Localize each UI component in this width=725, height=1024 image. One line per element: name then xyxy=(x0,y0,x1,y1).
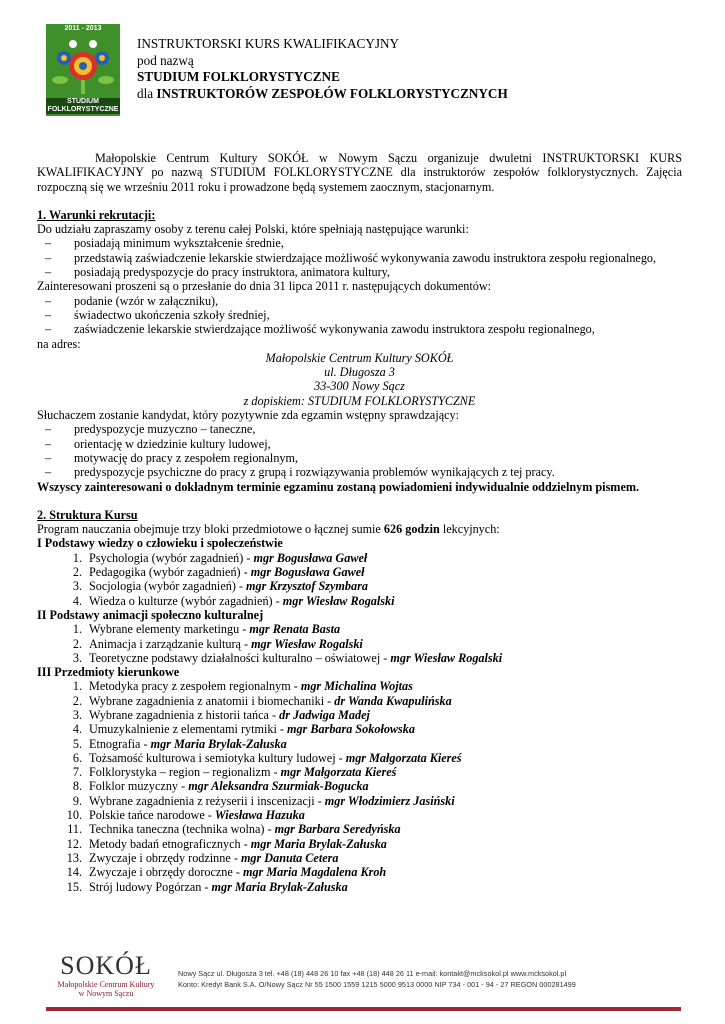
section-1-title: 1. Warunki rekrutacji: xyxy=(37,207,156,222)
course-subject: Zwyczaje i obrzędy rodzinne - xyxy=(89,850,241,865)
list-item: – orientację w dziedzinie kultury ludowej, xyxy=(37,437,682,451)
course-item xyxy=(37,722,682,736)
section-2-title: 2. Struktura Kursu xyxy=(37,507,138,522)
course-item xyxy=(37,765,682,779)
course-number: 4. xyxy=(72,593,82,608)
course-subject: Folklor muzyczny - xyxy=(89,779,189,794)
list-item: – posiadają minimum wykształcenie średnie, xyxy=(37,236,682,250)
course-block-title: III Przedmioty kierunkowe xyxy=(37,665,180,680)
address-line: Małopolskie Centrum Kultury SOKÓŁ xyxy=(265,350,454,365)
course-lecturer: mgr Wiesław Rogalski xyxy=(390,650,503,665)
course-lecturer: mgr Barbara Sokołowska xyxy=(286,722,415,737)
course-number: 3. xyxy=(72,579,82,594)
course-lecturer: mgr Michalina Wojtas xyxy=(300,679,413,694)
header-line-4-prefix: dla xyxy=(137,85,157,101)
course-number: 3. xyxy=(72,650,82,665)
course-item xyxy=(37,594,682,608)
document-header xyxy=(137,36,697,102)
course-item xyxy=(37,737,682,751)
course-lecturer: mgr Danuta Cetera xyxy=(240,850,339,865)
course-list xyxy=(37,679,682,893)
course-number: 1. xyxy=(72,550,82,565)
header-line-4-bold: INSTRUKTORÓW ZESPOŁÓW FOLKLORYSTYCZNYCH xyxy=(156,85,508,101)
course-subject: Technika taneczna (technika wolna) - xyxy=(89,822,275,837)
exam-notice: Wszyscy zainteresowani o dokładnym terminie egzaminu zostaną powiadomieni indywidualnie oddzielnym pismem. xyxy=(37,479,640,494)
course-subject: Metody badań etnograficznych - xyxy=(89,836,251,851)
course-item xyxy=(37,751,682,765)
course-lecturer: mgr Barbara Seredyńska xyxy=(274,822,401,837)
course-subject: Wybrane zagadnienia z reżyserii i inscenizacji - xyxy=(89,793,325,808)
course-lecturer: mgr Małgorzata Kiereś xyxy=(345,750,462,765)
course-number: 13. xyxy=(66,850,82,865)
header-line-3: STUDIUM FOLKLORYSTYCZNE xyxy=(137,69,340,84)
course-list xyxy=(37,551,682,608)
course-item xyxy=(37,708,682,722)
course-number: 2. xyxy=(72,636,82,651)
course-item xyxy=(37,779,682,793)
course-lecturer: mgr Maria Brylak-Załuska xyxy=(150,736,287,751)
course-list xyxy=(37,622,682,665)
course-lecturer: mgr Maria Magdalena Kroh xyxy=(242,865,387,880)
course-number: 6. xyxy=(72,750,82,765)
exam-list xyxy=(37,422,682,479)
course-number: 15. xyxy=(66,879,82,894)
course-item xyxy=(37,808,682,822)
course-number: 1. xyxy=(72,679,82,694)
course-subject: Tożsamość kulturowa i semiotyka kultury ludowej - xyxy=(89,750,346,765)
course-lecturer: mgr Bogusława Gaweł xyxy=(253,550,368,565)
course-subject: Pedagogika (wybór zagadnień) - xyxy=(89,565,251,580)
course-lecturer: mgr Aleksandra Szurmiak-Bogucka xyxy=(188,779,369,794)
course-subject: Polskie tańce narodowe - xyxy=(89,808,215,823)
course-block-title: II Podstawy animacji społeczno kulturalnej xyxy=(37,607,264,622)
course-subject: Animacja i zarządzanie kulturą - xyxy=(89,636,252,651)
course-item xyxy=(37,637,682,651)
course-lecturer: mgr Wiesław Rogalski xyxy=(282,593,395,608)
total-hours: 626 godzin xyxy=(383,522,440,537)
address-line: 33-300 Nowy Sącz xyxy=(314,379,405,394)
course-number: 4. xyxy=(72,722,82,737)
list-item: – przedstawią zaświadczenie lekarskie stwierdzające możliwość wykonywania zawodu instruktora zespołu regionalnego, xyxy=(37,251,682,265)
logo-title-line1: STUDIUM xyxy=(67,98,99,105)
program-lead-suffix: lekcyjnych: xyxy=(439,522,500,537)
list-item: – podanie (wzór w załączniku), xyxy=(37,294,682,308)
documents-list xyxy=(37,294,682,337)
sokol-brand-sub1: Małopolskie Centrum Kultury xyxy=(57,980,155,989)
course-lecturer: dr Wanda Kwapulińska xyxy=(334,693,452,708)
course-subject: Socjologia (wybór zagadnień) - xyxy=(89,579,247,594)
course-item xyxy=(37,551,682,565)
course-number: 2. xyxy=(72,565,82,580)
course-subject: Folklorystyka – region – regionalizm - xyxy=(89,765,281,780)
course-subject: Etnografia - xyxy=(89,736,151,751)
documents-lead: Zainteresowani proszeni są o przesłanie do dnia 31 lipca 2011 r. następujących dokumentów: xyxy=(37,279,492,294)
header-line-1: INSTRUKTORSKI KURS KWALIFIKACYJNY xyxy=(137,36,400,51)
course-item xyxy=(37,694,682,708)
course-subject: Strój ludowy Pogórzan - xyxy=(89,879,212,894)
footer-address-line: Nowy Sącz ul. Długosza 3 tel. +48 (18) 448 26 10 fax +48 (18) 448 26 11 e-mail: kontakt@mcksokol.pl www.mcksokol.pl xyxy=(178,969,567,978)
course-subject: Zwyczaje i obrzędy doroczne - xyxy=(89,865,243,880)
document-body xyxy=(37,151,682,894)
course-lecturer: mgr Maria Brylak-Załuska xyxy=(211,879,348,894)
course-number: 7. xyxy=(72,765,82,780)
course-item xyxy=(37,851,682,865)
course-item xyxy=(37,880,682,894)
course-blocks xyxy=(37,536,682,893)
course-item xyxy=(37,865,682,879)
sokol-logo xyxy=(46,952,166,998)
course-lecturer: mgr Renata Basta xyxy=(249,622,341,637)
course-lecturer: mgr Krzysztof Szymbara xyxy=(246,579,368,594)
exam-lead: Słuchaczem zostanie kandydat, który pozytywnie zda egzamin wstępny sprawdzający: xyxy=(37,408,460,423)
course-subject: Wybrane elementy marketingu - xyxy=(89,622,250,637)
course-lecturer: mgr Włodzimierz Jasiński xyxy=(324,793,455,808)
course-number: 8. xyxy=(72,779,82,794)
program-lead xyxy=(37,522,682,536)
list-item: – predyspozycje muzyczno – taneczne, xyxy=(37,422,682,436)
course-number: 11. xyxy=(67,822,82,837)
course-item xyxy=(37,837,682,851)
sokol-brand-sub2: w Nowym Sączu xyxy=(78,989,134,998)
course-lecturer: mgr Wiesław Rogalski xyxy=(251,636,363,651)
course-number: 2. xyxy=(72,693,82,708)
logo-title-line2: FOLKLORYSTYCZNE xyxy=(47,106,119,113)
course-item xyxy=(37,622,682,636)
program-lead-text: Program nauczania obejmuje trzy bloki przedmiotowe o łącznej sumie xyxy=(37,522,384,537)
address-line: z dopiskiem: STUDIUM FOLKLORYSTYCZNE xyxy=(243,393,476,408)
intro-paragraph: Małopolskie Centrum Kultury SOKÓŁ w Nowym Sączu organizuje dwuletni INSTRUKTORSKI KURS KWALIFIKACYJNY po nazwą STUDIUM FOLKLORYSTYCZNE dla instruktorów zespołów folklorystycznych. Zajęcia rozpoczną się we wrześniu 2011 roku i prowadzone będą systemem zaocznym, stacjonarnym. xyxy=(37,151,682,194)
course-subject: Wybrane zagadnienia z anatomii i biomechaniki - xyxy=(89,693,335,708)
course-subject: Metodyka pracy z zespołem regionalnym - xyxy=(89,679,301,694)
sokol-brand: SOKÓŁ xyxy=(60,951,152,980)
list-item: – świadectwo ukończenia szkoły średniej, xyxy=(37,308,682,322)
course-item xyxy=(37,794,682,808)
conditions-lead: Do udziału zapraszamy osoby z terenu całej Polski, które spełniają następujące warunki: xyxy=(37,222,469,237)
list-item: – posiadają predyspozycje do pracy instruktora, animatora kultury, xyxy=(37,265,682,279)
address-lead: na adres: xyxy=(37,336,81,351)
course-item xyxy=(37,579,682,593)
course-subject: Teoretyczne podstawy działalności kulturalno – oświatowej - xyxy=(89,650,391,665)
list-item: – predyspozycje psychiczne do pracy z grupą i rozwiązywania problemów wynikających z tej pracy. xyxy=(37,465,682,479)
course-lecturer: dr Jadwiga Madej xyxy=(279,707,370,722)
course-block-title: I Podstawy wiedzy o człowieku i społeczeństwie xyxy=(37,536,283,551)
course-subject: Psychologia (wybór zagadnień) - xyxy=(89,550,254,565)
address-line: ul. Długosza 3 xyxy=(324,365,395,380)
logo-years: 2011 - 2013 xyxy=(64,25,102,32)
course-subject: Wybrane zagadnienia z historii tańca - xyxy=(89,707,280,722)
footer-contact xyxy=(178,968,648,990)
course-lecturer: mgr Maria Brylak-Załuska xyxy=(250,836,387,851)
course-number: 12. xyxy=(66,836,82,851)
header-line-2: pod nazwą xyxy=(137,52,194,68)
list-item: – motywację do pracy z zespołem regionalnym, xyxy=(37,451,682,465)
course-number: 9. xyxy=(72,793,82,808)
course-number: 10. xyxy=(66,808,82,823)
course-number: 3. xyxy=(72,707,82,722)
footer-divider xyxy=(46,1007,681,1011)
course-lecturer: mgr Bogusława Gaweł xyxy=(250,565,365,580)
course-lecturer: Wiesława Hazuka xyxy=(214,808,305,823)
course-item xyxy=(37,651,682,665)
course-subject: Wiedza o kulturze (wybór zagadnień) - xyxy=(89,593,283,608)
course-lecturer: mgr Małgorzata Kiereś xyxy=(280,765,397,780)
course-number: 1. xyxy=(72,622,82,637)
course-number: 14. xyxy=(66,865,82,880)
footer-bank-line: Konto: Kredyt Bank S.A. O/Nowy Sącz Nr 55 1500 1559 1215 5000 9513 0000 NIP 734 - 001 - 94 - 27 REGON 000281499 xyxy=(178,980,576,989)
course-number: 5. xyxy=(72,736,82,751)
course-item xyxy=(37,679,682,693)
logo-title xyxy=(46,98,120,114)
course-item xyxy=(37,565,682,579)
list-item: – zaświadczenie lekarskie stwierdzające możliwość wykonywania zawodu instruktora zespołu regionalnego, xyxy=(37,322,682,336)
conditions-list xyxy=(37,236,682,279)
header-line-4 xyxy=(137,86,697,103)
course-item xyxy=(37,822,682,836)
course-subject: Umuzykalnienie z elementami rytmiki - xyxy=(89,722,287,737)
studium-logo xyxy=(46,24,120,116)
